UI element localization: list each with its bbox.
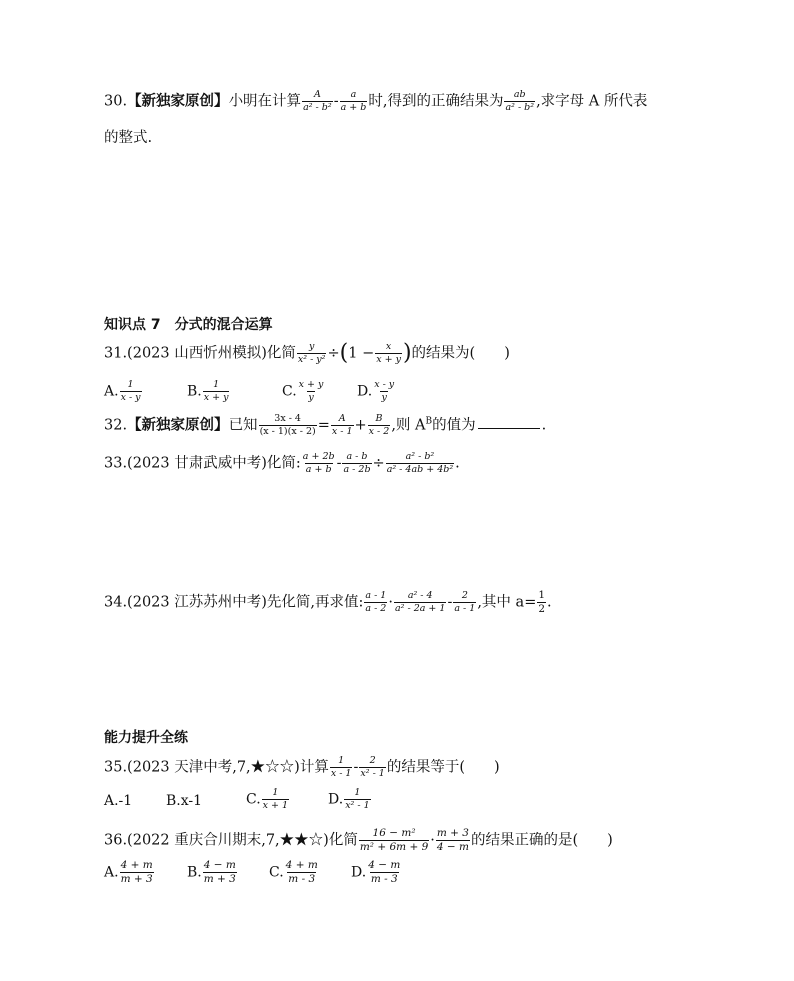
q34-fraction-3: $\frac{2}{a - 1}$ bbox=[454, 590, 476, 615]
q31-stem: 31.(2023 山西忻州模拟)化简 $\frac{y}{\text{x² - y²}}$ ÷(1 − $\frac{x}{x + y}$ )的结果为( ) bbox=[104, 340, 510, 366]
q30-fraction-1: $\frac{A}{\text{a² - b²}}$ bbox=[303, 89, 332, 113]
q30-line2: 的整式. bbox=[104, 130, 153, 146]
q32-fraction-2: $\frac{A}{x - 1}$ bbox=[331, 413, 353, 437]
q34-fraction-1: $\frac{a - 1}{a - 2}$ bbox=[365, 590, 387, 615]
q30-fraction-3: $\frac{ab}{\text{a² - b²}}$ bbox=[505, 89, 535, 113]
q30-tag: 【新独家原创】 bbox=[127, 92, 229, 110]
q30-text: 小明在计算 bbox=[228, 93, 302, 110]
q35-option-b[interactable]: B.x-1 bbox=[166, 793, 203, 809]
q30-line1: 30.【新独家原创】小明在计算 $\frac{A}{\text{a² - b²}}$ - $\frac{a}{a + b}$ 时,得到的正确结果为 $\frac{ab}{\text{a² - b²}}$ ,求字母 A 所代表 bbox=[104, 89, 648, 113]
q36-stem: 36.(2022 重庆合川期末,7,★★☆)化简 $\frac{\text{16 − m²}}{\text{m² + 6m + 9}}$ · $\frac{m + 3}{4 - m}$ 的结果正确的是( ) bbox=[104, 827, 613, 854]
q36-option-a[interactable]: A. $\frac{4 + m}{m + 3}$ bbox=[104, 859, 153, 886]
q33-fraction-3: $\frac{\text{a² - b²}}{\text{a² - 4ab + 4b²}}$ bbox=[386, 451, 454, 475]
q32-stem: 32.【新独家原创】已知 $\frac{3x - 4}{(x - 1)(x - 2)}$ = $\frac{A}{x - 1}$ + $\frac{B}{x - 2}$ ,则 $A^B$的值为 . bbox=[104, 413, 547, 437]
section-heading-7: 知识点 7 分式的混合运算 bbox=[104, 317, 273, 333]
q36-fraction-1: $\frac{\text{16 − m²}}{\text{m² + 6m + 9}}$ bbox=[359, 827, 429, 854]
q35-option-d[interactable]: D. $\frac{1}{\text{x² - 1}}$ bbox=[328, 787, 370, 811]
q34-fraction-2: $\frac{\text{a² - 4}}{\text{a² - 2a + 1}}$ bbox=[394, 590, 446, 615]
q34-fraction-value: $\frac{1}{2}$ bbox=[538, 589, 546, 616]
q33-fraction-2: $\frac{a - b}{a - 2b}$ bbox=[343, 451, 371, 475]
q30-number: 30. bbox=[104, 93, 128, 110]
q35-fraction-2: $\frac{2}{\text{x² - 1}}$ bbox=[360, 755, 385, 779]
q36-fraction-2: $\frac{m + 3}{4 - m}$ bbox=[436, 827, 469, 854]
q35-option-c[interactable]: C. $\frac{1}{x + 1}$ bbox=[246, 787, 289, 811]
q35-stem: 35.(2023 天津中考,7,★☆☆)计算 $\frac{1}{x - 1}$ - $\frac{2}{\text{x² - 1}}$ 的结果等于( ) bbox=[104, 755, 500, 779]
q36-option-d[interactable]: D. $\frac{4 - m}{m - 3}$ bbox=[351, 859, 401, 886]
q30-fraction-2: $\frac{a}{a + b}$ bbox=[340, 89, 367, 113]
q31-option-b[interactable]: B. $\frac{1}{x + y}$ bbox=[187, 379, 229, 403]
q36-option-b[interactable]: B. $\frac{4 - m}{m + 3}$ bbox=[187, 859, 236, 886]
q31-fraction-y: $\frac{y}{\text{x² - y²}}$ bbox=[297, 341, 326, 365]
q35-option-a[interactable]: A.-1 bbox=[104, 793, 133, 809]
q34-stem: 34.(2023 江苏苏州中考)先化简,再求值: $\frac{a - 1}{a - 2}$ · $\frac{\text{a² - 4}}{\text{a² - 2a + 1}}$ - $\frac{2}{a - 1}$ ,其中 a= $\frac{1}{2}$ . bbox=[104, 589, 552, 616]
q31-option-a[interactable]: A. $\frac{1}{x - y}$ bbox=[104, 379, 141, 403]
q32-answer-blank[interactable] bbox=[478, 428, 540, 429]
q36-option-c[interactable]: C. $\frac{4 + m}{m - 3}$ bbox=[269, 859, 318, 886]
q31-option-c[interactable]: C. $\frac{x + y}{y}$ bbox=[282, 379, 324, 403]
section-heading-ability: 能力提升全练 bbox=[104, 730, 188, 746]
q32-fraction-1: $\frac{3x - 4}{(x - 1)(x - 2)}$ bbox=[259, 413, 316, 437]
q33-fraction-1: $\frac{a + 2b}{a + b}$ bbox=[302, 451, 335, 475]
q31-option-d[interactable]: D. $\frac{x - y}{y}$ bbox=[357, 379, 395, 403]
q32-fraction-3: $\frac{B}{x - 2}$ bbox=[368, 413, 390, 437]
q31-fraction-x: $\frac{x}{x + y}$ bbox=[376, 341, 401, 365]
q35-fraction-1: $\frac{1}{x - 1}$ bbox=[330, 755, 352, 779]
q33-stem: 33.(2023 甘肃武威中考)化简: $\frac{a + 2b}{a + b}$ - $\frac{a - b}{a - 2b}$ ÷ $\frac{\text{a² - b²}}{\text{a² - 4ab + 4b²}}$ . bbox=[104, 451, 460, 475]
